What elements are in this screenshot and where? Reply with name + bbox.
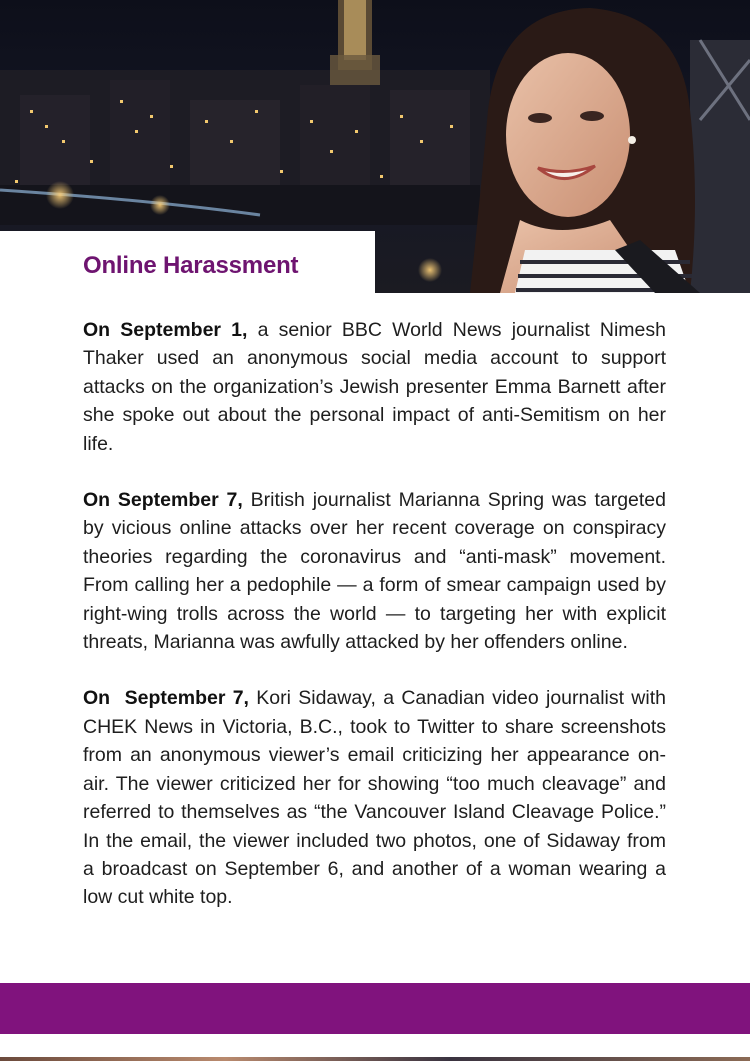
paragraph-lead: On September 1, <box>83 319 248 341</box>
article-body <box>83 316 666 940</box>
paragraph-1 <box>83 316 666 458</box>
paragraph-text: British journalist Marianna Spring was targeted by vicious online attacks over her recent coverage on conspiracy theories regarding the coronavirus and “anti-mask” movement. From calling her a pedophile — a form of smear campaign used by right-wing trolls across the world — to targeting her with explicit threats, Marianna was awfully attacked by her offenders online. <box>83 489 666 654</box>
bottom-image-strip <box>0 1057 750 1061</box>
paragraph-text: a senior BBC World News journalist Nimesh Thaker used an anonymous social media account to support attacks on the organization’s Jewish presenter Emma Barnett after she spoke out about the personal impact of anti-Semitism on her life. <box>83 319 666 455</box>
paragraph-lead: On September 7, <box>83 687 249 710</box>
footer-bar <box>0 983 750 1034</box>
section-title: Online Harassment <box>83 252 299 279</box>
paragraph-3 <box>83 684 666 911</box>
paragraph-2 <box>83 486 666 656</box>
paragraph-text: Kori Sidaway, a Canadian video journalist with CHEK News in Victoria, B.C., took to Twitter to share screenshots from an anonymous viewer’s email criticizing her appearance on-air. The viewer criticized her for showing “too much cleavage” and referred to themselves as “the Vancouver Island Cleavage Police.” In the email, the viewer included two photos, one of Sidaway from a broadcast on September 6, and another of a woman wearing a low cut white top. <box>83 687 666 909</box>
paragraph-lead: On September 7, <box>83 489 243 512</box>
